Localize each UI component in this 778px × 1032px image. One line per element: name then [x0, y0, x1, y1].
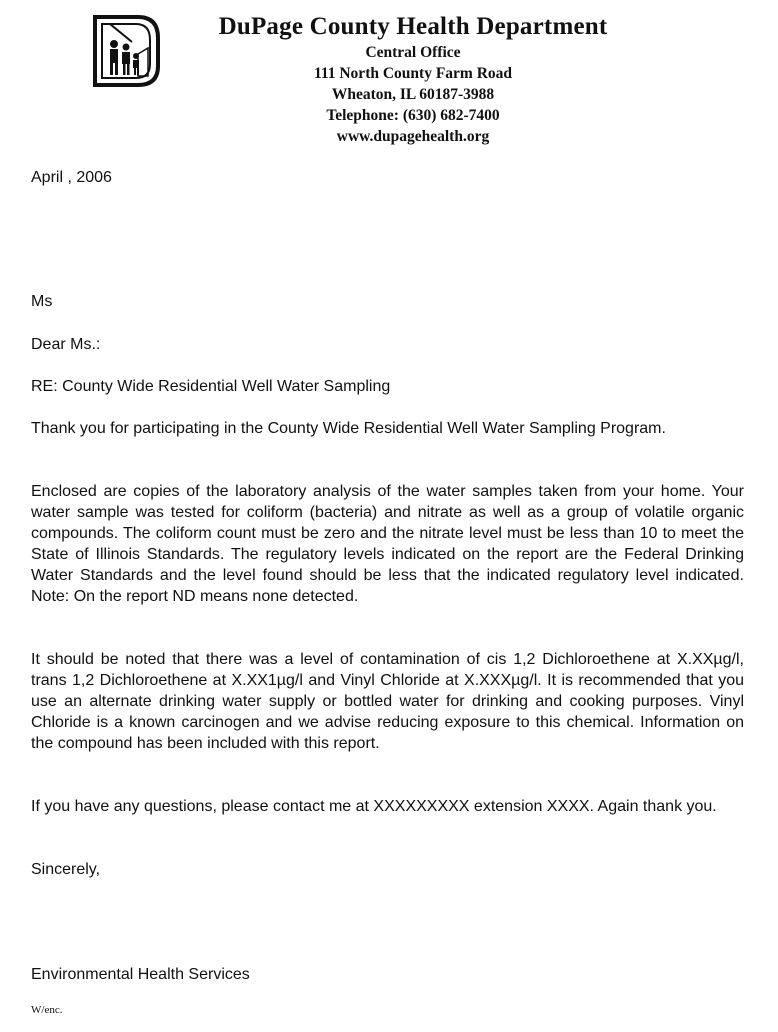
letter-date: April , 2006: [31, 169, 112, 186]
body-paragraph-thanks: Thank you for participating in the County Wide Residential Well Water Sampling Program.: [31, 420, 666, 437]
closing: Sincerely,: [31, 861, 101, 878]
salutation: Dear Ms.:: [31, 336, 101, 353]
letterhead: [190, 12, 636, 147]
body-paragraph-enclosed: Enclosed are copies of the laboratory analysis of the water samples taken from your home. Your water sample was tested for coliform (bacteria) and nitrate as well as a group of volatile organic compounds. The coliform count must be zero and the nitrate level must be less than 10 to meet the State of Illinois Standards. The regulatory levels indicated on the report are the Federal Drinking Water Standards and the level found should be less that the indicated regulatory level indicated. Note: On the report ND means none detected.: [31, 483, 744, 605]
website: www.dupagehealth.org: [336, 128, 490, 145]
street-address: 111 North County Farm Road: [313, 65, 513, 82]
body-paragraph-questions: If you have any questions, please contact me at XXXXXXXXX extension XXXX. Again thank you.: [31, 798, 717, 815]
signature: Environmental Health Services: [31, 966, 250, 983]
office-name: Central Office: [365, 44, 461, 61]
body-paragraph-contamination: It should be noted that there was a level of contamination of cis 1,2 Dichloroethene at X.XXµg/l, trans 1,2 Dichloroethene at X.XX1µg/l and Vinyl Chloride at X.XXXµg/l. It is recommended that you use an alternate drinking water supply or bottled water for drinking and cooking purposes. Vinyl Chloride is a known carcinogen and we advise reducing exposure to this chemical. Information on the compound has been included with this report.: [31, 651, 744, 752]
dupage-health-logo-icon: [92, 14, 160, 88]
subject-line: RE: County Wide Residential Well Water Sampling: [31, 378, 391, 395]
recipient: Ms: [31, 293, 53, 310]
telephone: Telephone: (630) 682-7400: [326, 107, 500, 124]
city-state-zip: Wheaton, IL 60187-3988: [331, 86, 495, 103]
organization-name: DuPage County Health Department: [218, 13, 608, 40]
enclosure-note: W/enc.: [31, 1004, 63, 1016]
